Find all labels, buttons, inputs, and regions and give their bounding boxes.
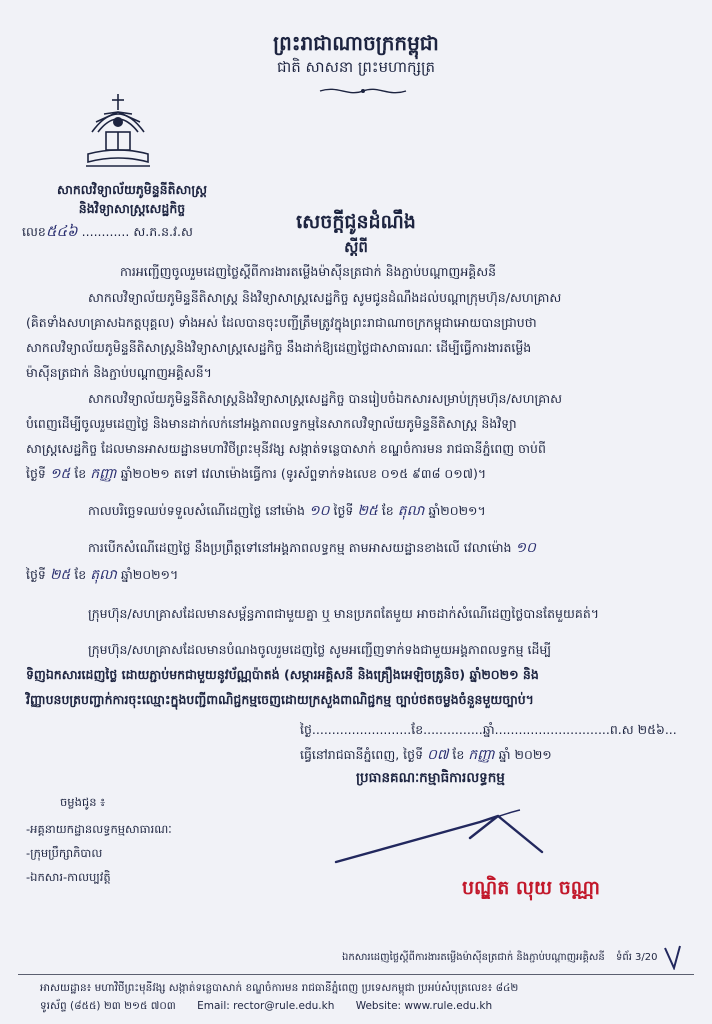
footer-divider xyxy=(18,974,694,975)
signer-name: បណ្ឌិត លុយ ចណ្ណា xyxy=(462,877,601,899)
footer-page-label: ទំព័រ 3/20 xyxy=(616,952,658,963)
kingdom-heading: ព្រះរាជាណាចក្រកម្ពុជា xyxy=(273,31,439,55)
issue-day: ០៧ xyxy=(426,747,449,763)
ref-suffix: ស.ភ.ន.វ.ស xyxy=(133,224,193,239)
footer-phone: ទូរស័ព្ទ (៨៥៥) ២៣ ២១៥ ៧០៣ xyxy=(40,1000,176,1012)
paragraph-2-line-1: សាកលវិទ្យាល័យភូមិន្ទនីតិសាស្ត្រនិងវិទ្យាសាស្ត្រសេដ្ឋកិច្ច បានរៀបចំឯកសារសម្រាប់ក្រុមហ៊ុន/សហគ្រាស xyxy=(88,391,563,406)
paragraph-1-line-3: សាកលវិទ្យាល័យភូមិន្ទនីតិសាស្ត្រនិងវិទ្យាសាស្ត្រសេដ្ឋកិច្ច នឹងដាក់ឱ្យដេញថ្លៃជាសាធារណៈ ដើម្បីធ្វើការងារតម្លើង xyxy=(26,340,532,355)
cc-heading: ចម្លងជូន ៖ xyxy=(60,795,106,809)
paragraph-6-line-2: ទិញឯកសារដេញថ្លៃ ដោយភ្ជាប់មកជាមួយនូវប័ណ្ណប៉ាតង់ (សម្ភារអគ្គិសនី និងគ្រឿងអេឡិចត្រូនិច) ឆ្នាំ២០២១ និង xyxy=(26,667,539,682)
paragraph-6-line-1: ក្រុមហ៊ុន/សហគ្រាសដែលមានបំណងចូលរួមដេញថ្លៃ សូមអញ្ជើញទាក់ទងជាមួយអង្គភាពលទ្ធកម្ម ដើម្បី xyxy=(88,642,552,657)
issue-month: កញ្ញា xyxy=(468,747,495,763)
footer-website[interactable]: Website: www.rule.edu.kh xyxy=(355,1000,493,1012)
footer-contacts xyxy=(40,1000,492,1015)
opening-time: ១០ xyxy=(515,540,536,556)
cc-item: -ក្រុមប្រឹក្សាភិបាល xyxy=(26,846,103,860)
ref-prefix: លេខ xyxy=(22,224,46,239)
cc-item: -អគ្គនាយកដ្ឋានលទ្ធកម្មសាធារណៈ xyxy=(26,822,172,836)
paragraph-2-line-3: សាស្ត្រសេដ្ឋកិច្ច ដែលមានអាសយដ្ឋានមហាវិថីព្រះមុនីវង្ស សង្កាត់ទន្លេបាសាក់ ខណ្ឌចំការមន រាជធានីភ្នំពេញ ចាប់ពី xyxy=(26,441,546,456)
cc-item: -ឯកសារ-កាលប្បវត្តិ xyxy=(26,870,111,884)
place-and-date: ធ្វើនៅរាជធានីភ្នំពេញ, ថ្ងៃទី ០៧ ខែ កញ្ញា ឆ្នាំ ២០២១ xyxy=(300,747,552,763)
handwritten-month: កញ្ញា xyxy=(90,466,117,482)
opening-month: តុលា xyxy=(90,567,117,583)
reference-number: លេខ៥៤៦ ............ ស.ភ.ន.វ.ស xyxy=(22,222,193,240)
signer-title: ប្រធានគណៈកម្មាធិការលទ្ធកម្ម xyxy=(356,770,505,786)
flourish-ornament xyxy=(318,85,408,97)
footer-address: អាសយដ្ឋាន៖ មហាវិថីព្រះមុនីវង្ស សង្កាត់ទន្លេបាសាក់ ខណ្ឌចំការមន រាជធានីភ្នំពេញ ប្រទេសកម្ពុជា ប្រអប់សំបុត្រលេខ៖ ៨៤២ xyxy=(40,982,519,994)
opening-day: ២៥ xyxy=(49,567,71,583)
university-name-line2: និងវិទ្យាសាស្ត្រសេដ្ឋកិច្ច xyxy=(78,201,186,216)
university-logo xyxy=(82,92,154,170)
opening-line: ការបើកសំណើដេញថ្លៃ នឹងប្រព្រឹត្តទៅនៅអង្គភាពលទ្ធកម្ម តាមអាសយដ្ឋានខាងលើ វេលាម៉ោង ១០ xyxy=(88,540,536,556)
signature-stroke xyxy=(330,808,560,868)
document-subtitle: ស្តីពី xyxy=(344,238,368,256)
paragraph-6-line-3: វិញ្ញាបនបត្របញ្ជាក់ការចុះឈ្មោះក្នុងបញ្ជីពាណិជ្ជកម្មចេញដោយក្រសួងពាណិជ្ជកម្ម ច្បាប់ថតចម្លងចំនួនមួយច្បាប់។ xyxy=(26,692,534,707)
paragraph-1-line-2: (គិតទាំងសហគ្រាសឯកត្តបុគ្គល) ទាំងអស់ ដែលបានចុះបញ្ជីត្រឹមត្រូវក្នុងព្រះរាជាណាចក្រកម្ពុជាអោយបានជ្រាបថា xyxy=(26,315,537,330)
opening-date-line: ថ្ងៃទី ២៥ ខែ តុលា ឆ្នាំ២០២១។ xyxy=(26,567,179,583)
university-name-line1: សាកលវិទ្យាល័យភូមិន្ទនីតិសាស្ត្រ xyxy=(56,182,208,197)
initial-mark xyxy=(662,944,686,970)
national-motto: ជាតិ សាសនា ព្រះមហាក្សត្រ xyxy=(276,58,436,76)
document-topic: ការអញ្ជើញចូលរួមដេញថ្លៃស្តីពីការងារតម្លើងម៉ាស៊ីនត្រជាក់ និងភ្ជាប់បណ្តាញអគ្គិសនី xyxy=(120,264,497,279)
ref-number: ៥៤៦ xyxy=(45,222,78,240)
document-title: សេចក្តីជូនដំណឹង xyxy=(296,211,416,233)
paragraph-5: ក្រុមហ៊ុន/សហគ្រាសដែលមានសម្ព័ន្ធភាពជាមួយគ្នា ឬ មានប្រភពតែមួយ អាចដាក់សំណើដេញថ្លៃបានតែមួយគត់។ xyxy=(88,606,600,621)
paragraph-2-line-4: ថ្ងៃទី ១៥ ខែ កញ្ញា ឆ្នាំ២០២១ តទៅ វេលាម៉ោងធ្វើការ (ទូរស័ព្ទទាក់ទងលេខ ០១៥ ៩៣៨ ០១៧)។ xyxy=(26,466,487,482)
handwritten-day: ១៥ xyxy=(49,466,71,482)
lunar-date: ថ្ងៃ.........................ខែ...............ឆ្នាំ.............................ព.ស ២៥៦... xyxy=(300,722,677,737)
deadline-line: កាលបរិច្ឆេទឈប់ទទួលសំណើដេញថ្លៃ នៅម៉ោង ១០ ថ្ងៃទី ២៥ ខែ តុលា ឆ្នាំ២០២១។ xyxy=(88,503,486,519)
paragraph-1-line-4: ម៉ាស៊ីនត្រជាក់ និងភ្ជាប់បណ្តាញអគ្គិសនី។ xyxy=(26,365,212,380)
deadline-day: ២៥ xyxy=(357,503,378,519)
deadline-month: តុលា xyxy=(397,503,425,519)
footer-email[interactable]: Email: rector@rule.edu.kh xyxy=(197,1000,335,1012)
paragraph-2-line-2: បំពេញដើម្បីចូលរួមដេញថ្លៃ និងមានដាក់លក់នៅអង្គភាពលទ្ធកម្មនៃសាកលវិទ្យាល័យភូមិន្ទនីតិសាស្ត្រ និងវិទ្យា xyxy=(26,416,517,431)
footer-document-caption: ឯកសារដេញថ្លៃស្តីពីការងារតម្លើងម៉ាស៊ីនត្រជាក់ និងភ្ជាប់បណ្តាញអគ្គិសនី xyxy=(342,952,605,963)
paragraph-1-line-1: សាកលវិទ្យាល័យភូមិន្ទនីតិសាស្ត្រ និងវិទ្យាសាស្ត្រសេដ្ឋកិច្ច សូមជូនដំណឹងដល់បណ្តាក្រុមហ៊ុន/សហគ្រាស xyxy=(88,290,562,305)
deadline-time: ១០ xyxy=(308,503,330,519)
